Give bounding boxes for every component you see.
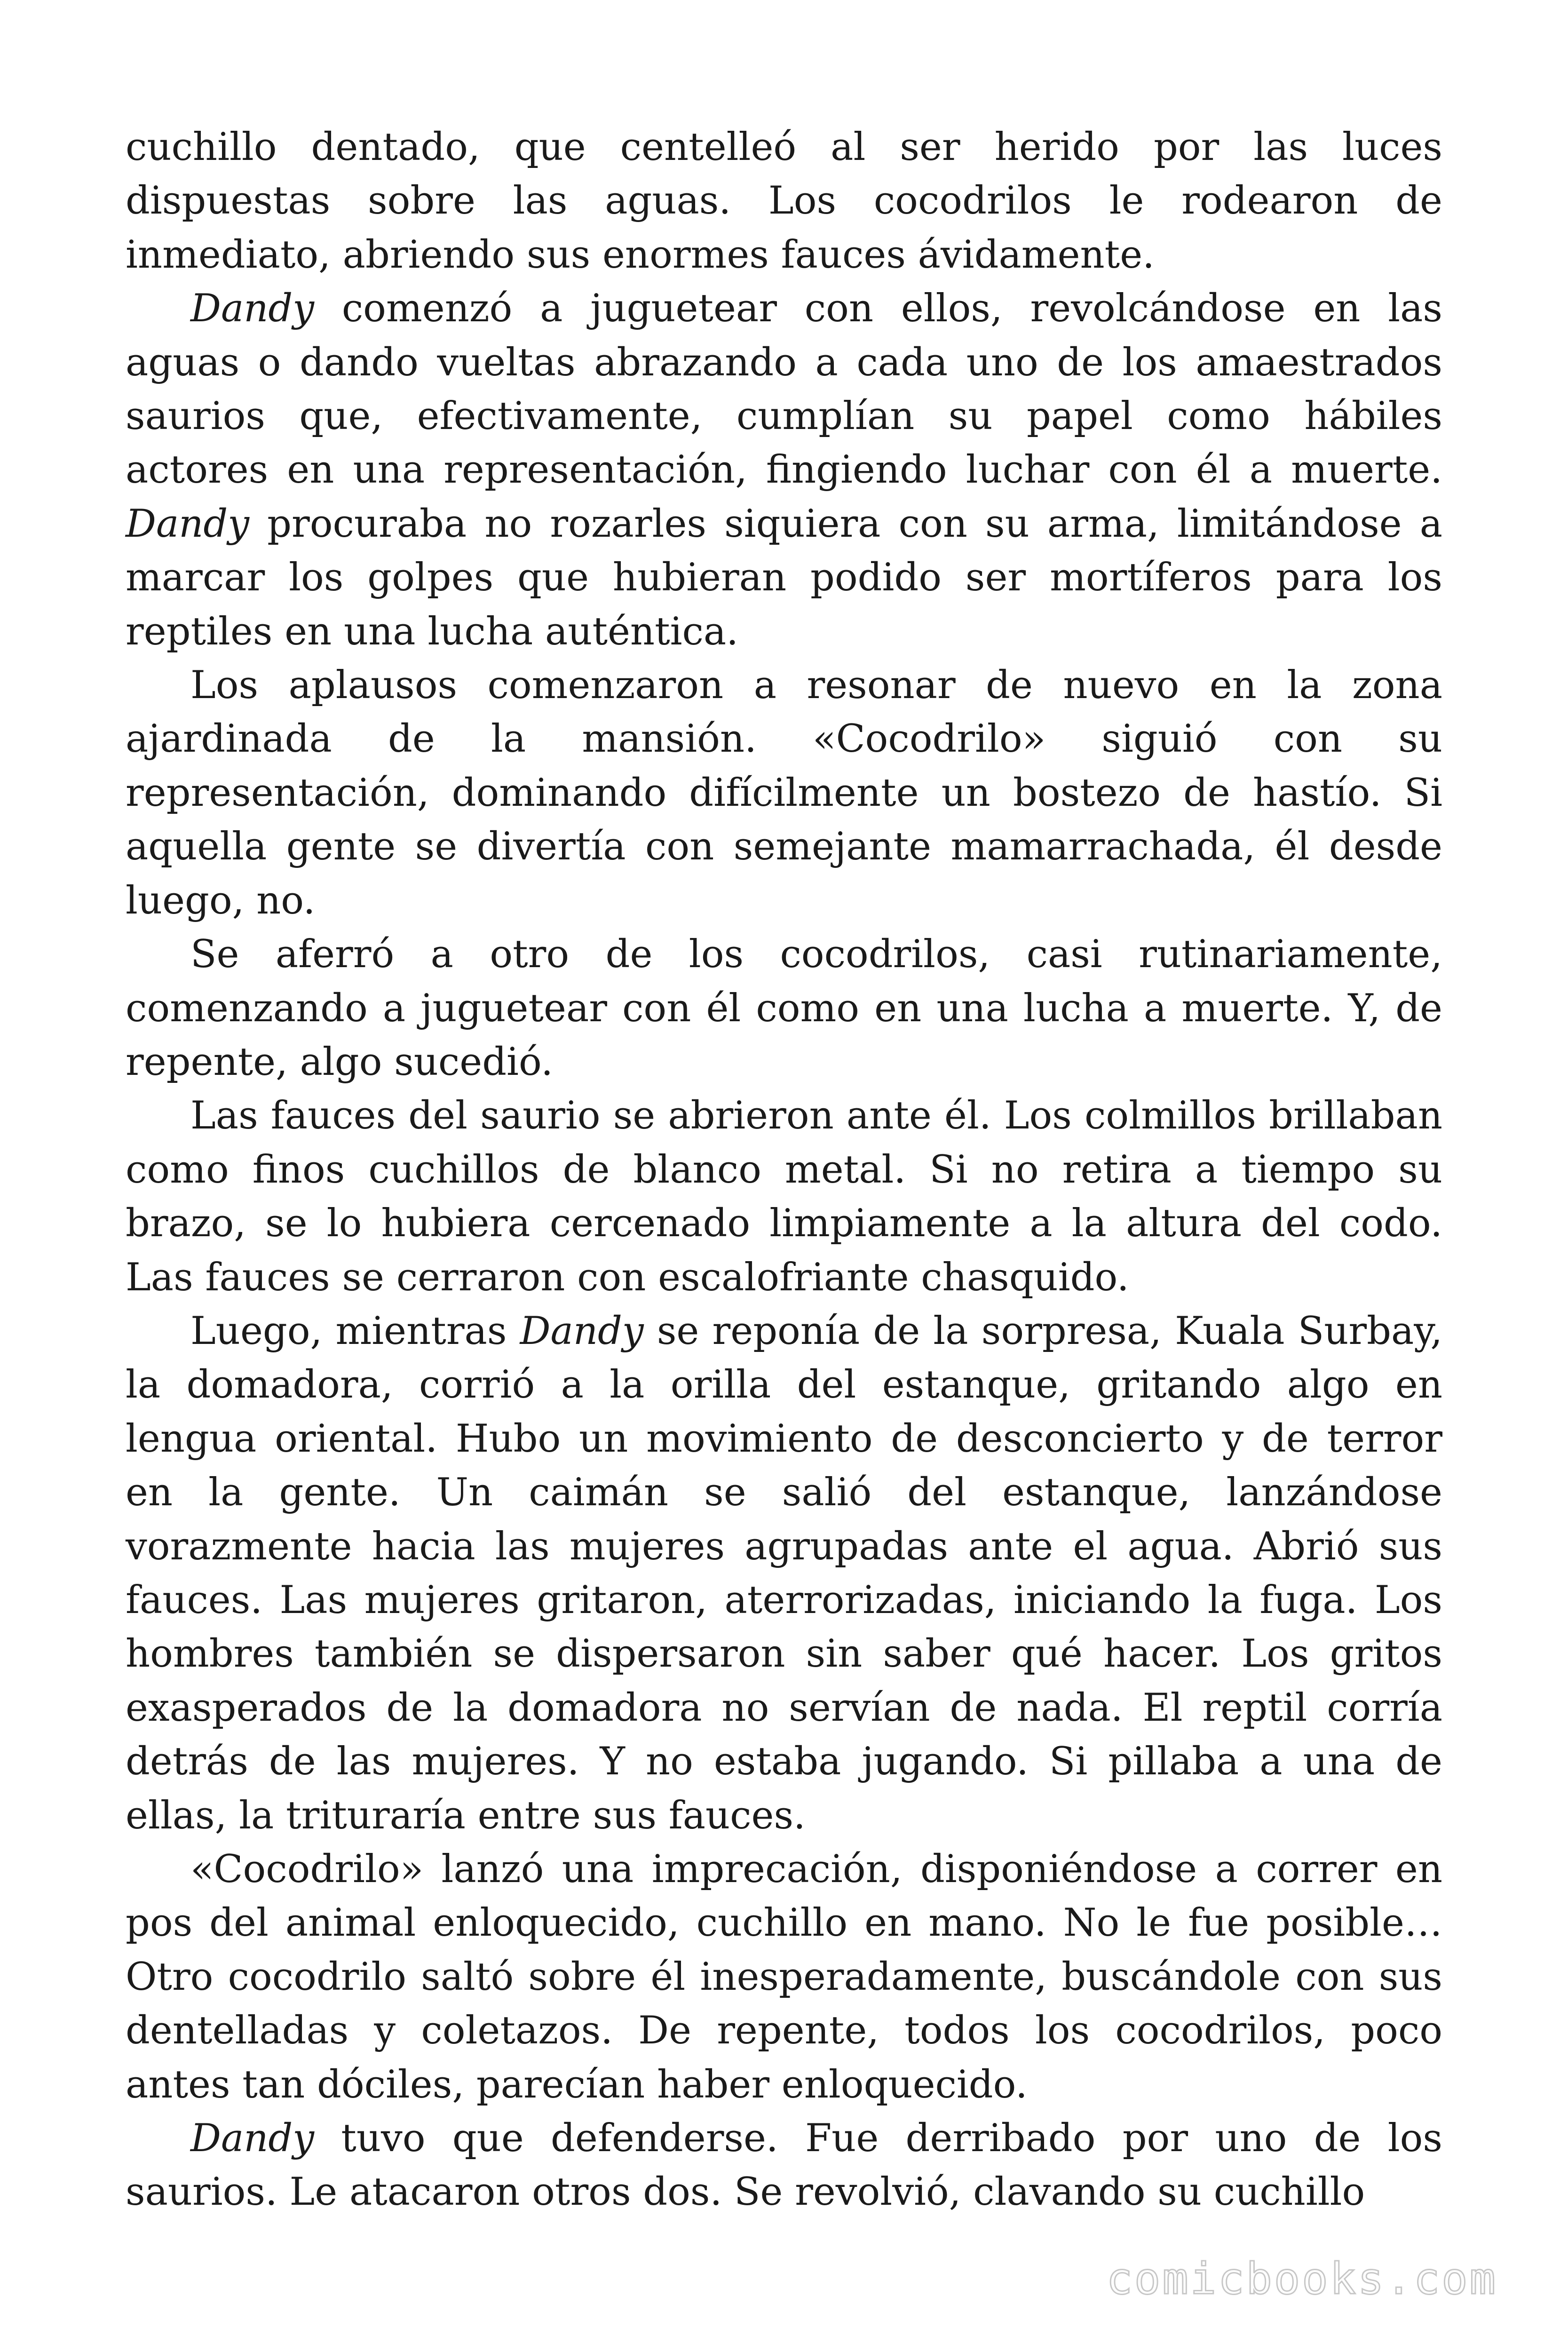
- paragraph: [126, 1089, 1442, 1304]
- italic-text: Dandy: [126, 501, 250, 546]
- text-run: tuvo que defenderse. Fue derribado por uno de los saurios. Le atacaron otros dos. Se revolvió, clavando su cuchillo: [126, 2116, 1442, 2215]
- text-run: Los aplausos comenzaron a resonar de nuevo en la zona ajardinada de la mansión. «Cocodrilo» siguió con su representación, dominando difícilmente un bostezo de hastío. Si aquella gente se divertía con semejante mamarrachada, él desde luego, no.: [126, 663, 1442, 923]
- italic-text: Dandy: [190, 286, 315, 331]
- text-run: comenzó a juguetear con ellos, revolcándose en las aguas o dando vueltas abrazando a cada uno de los amaestrados saurios que, efectivamente, cumplían su papel como hábiles actores en una representación, fingiendo luchar con él a muerte.: [126, 286, 1442, 493]
- paragraph: [126, 282, 1442, 659]
- text-run: Las fauces del saurio se abrieron ante él. Los colmillos brillaban como finos cuchillos de blanco metal. Si no retira a tiempo su brazo, se lo hubiera cercenado limpiamente a la altura del codo. Las fauces se cerraron con escalofriante chasquido.: [126, 1094, 1442, 1300]
- text-run: Se aferró a otro de los cocodrilos, casi rutinariamente, comenzando a juguetear con él como en una lucha a muerte. Y, de repente, algo sucedió.: [126, 932, 1442, 1084]
- paragraph: [126, 928, 1442, 1089]
- paragraph: [126, 2112, 1442, 2219]
- body-text: [126, 120, 1442, 2219]
- watermark: comicbooks.com: [1106, 2254, 1497, 2304]
- text-run: «Cocodrilo» lanzó una imprecación, disponiéndose a correr en pos del animal enloquecido, cuchillo en mano. No le fue posible… Otro cocodrilo saltó sobre él inesperadamente, buscándole con sus dentelladas y coletazos. De repente, todos los cocodrilos, poco antes tan dóciles, parecían haber enloquecido.: [126, 1847, 1442, 2107]
- paragraph: [126, 659, 1442, 928]
- italic-text: Dandy: [190, 2116, 315, 2161]
- text-run: procuraba no rozarles siquiera con su arma, limitándose a marcar los golpes que hubieran podido ser mortíferos para los reptiles en una lucha auténtica.: [126, 501, 1442, 654]
- paragraph: [126, 1304, 1442, 1843]
- text-run: Luego, mientras: [190, 1309, 520, 1353]
- text-run: se reponía de la sorpresa, Kuala Surbay, la domadora, corrió a la orilla del estanque, gritando algo en lengua oriental. Hubo un movimiento de desconcierto y de terror en la gente. Un caimán se salió del estanque, lanzándose vorazmente hacia las mujeres agrupadas ante el agua. Abrió sus fauces. Las mujeres gritaron, aterrorizadas, iniciando la fuga. Los hombres también se dispersaron sin saber qué hacer. Los gritos exasperados de la domadora no servían de nada. El reptil corría detrás de las mujeres. Y no estaba jugando. Si pillaba a una de ellas, la trituraría entre sus fauces.: [126, 1309, 1442, 1838]
- paragraph: [126, 1843, 1442, 2112]
- italic-text: Dandy: [520, 1309, 644, 1353]
- paragraph: [126, 120, 1442, 282]
- text-run: cuchillo dentado, que centelleó al ser herido por las luces dispuestas sobre las aguas. Los cocodrilos le rodearon de inmediato, abriendo sus enormes fauces ávidamente.: [126, 125, 1442, 277]
